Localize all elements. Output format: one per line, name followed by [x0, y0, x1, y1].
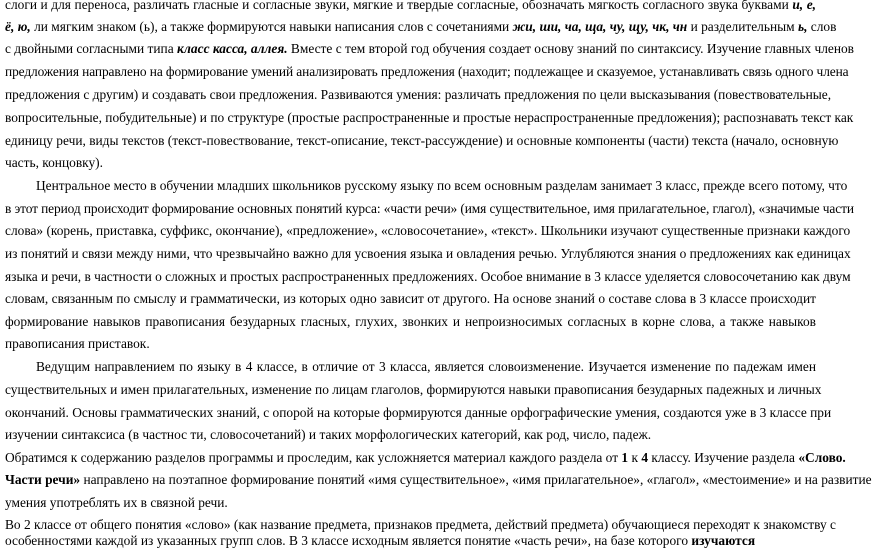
text-run: Вместе с тем второй год обучения создает основу знаний по синтаксису. Изучение главных членов	[287, 41, 855, 56]
p1-line-8: часть, концовку).	[5, 155, 103, 170]
bold-run: «Слово.	[798, 450, 846, 465]
text-run: слоги и для переноса, различать гласные и согласные звуки, мягкие и твердые согласные, обозначать мягкость согласного звука буквами	[5, 0, 793, 12]
p1-line-6: вопросительные, побудительные) и по структуре (простые распространенные и простые нераспространенные предложения); распознавать текст как	[5, 110, 854, 125]
text-run: ли мягким знаком (ь), а также формируются навыки написания слов с сочетаниями	[30, 19, 513, 34]
p2-line-8: правописания приставок.	[5, 336, 150, 351]
text-run: особенностями каждой из указанных групп слов. В 3 классе исходным является понятие «часть речи», на базе которого	[5, 533, 692, 548]
bold-italic-run: класс касса, аллея.	[177, 41, 288, 56]
p4-line-3: умения употреблять их в связной речи.	[5, 495, 228, 510]
p5-line-2	[5, 532, 816, 550]
bold-run: 1	[621, 450, 629, 465]
bold-italic-run: ё, ю,	[5, 19, 31, 34]
p2-line-4: из понятий и связи между ними, что чрезвычайно важно для усвоения языка и овладения речью. Углубляются знания о предложениях как единицах	[5, 246, 851, 261]
text-run: и разделительным	[687, 19, 798, 34]
p1-line-1	[5, 0, 816, 14]
p2-line-3: слова» (корень, приставка, суффикс, окончание), «предложение», «словосочетание», «текст». Школьники изучают существенные признаки каждого	[5, 223, 851, 238]
p1-line-7: единицу речи, виды текстов (текст-повествование, текст-описание, текст-рассуждение) и основные компоненты (части) текста (начало, основную	[5, 133, 839, 148]
p2-line-6: словам, связанным по смыслу и грамматически, из которых одно зависит от другого. На основе знаний о составе слова в 3 классе происходит	[5, 291, 816, 306]
p2-line-1: Центральное место в обучении младших школьников русскому языку по всем основным разделам занимает 3 класс, прежде всего потому, что	[36, 178, 848, 193]
p1-line-3	[5, 40, 855, 58]
bold-italic-run: и, е,	[792, 0, 816, 12]
p2-line-2: в этот период происходит формирование основных понятий курса: «части речи» (имя существительное, имя прилагательное, глагол), «значимые части	[5, 201, 854, 216]
text-run: к	[628, 450, 642, 465]
p2-line-7: формирование навыков правописания безударных гласных, глухих, звонких и непроизносимых согласных в корне слова, а также навыков	[5, 314, 816, 329]
text-run: слов	[807, 19, 837, 34]
p3-line-1: Ведущим направлением по языку в 4 классе, в отличие от 3 класса, является словоизменение. Изучается изменение по падежам имен	[36, 359, 816, 374]
p4-line-2	[5, 471, 872, 489]
p5-line-1: Во 2 классе от общего понятия «слово» (как название предмета, признаков предмета, действий предмета) обучающиеся переходят к знакомству с	[5, 517, 836, 532]
p1-line-5: предложения с другим) и создавать свои предложения. Развиваются умения: различать предложения по цели высказывания (повествовательные,	[5, 87, 832, 102]
p4-line-1	[5, 449, 846, 467]
p3-line-4: изучении синтаксиса (в частнос ти, словосочетаний) и таких морфологических категорий, как род, число, падеж.	[5, 427, 652, 442]
bold-italic-run: жи, ши, ча, ща, чу, щу, чк, чн	[512, 19, 688, 34]
text-run: направлено на поэтапное формирование понятий «имя существительное», «имя прилагательное», «глагол», «местоимение» и на развитие	[80, 472, 872, 487]
p3-line-3: окончаний. Основы грамматических знаний, с опорой на которые формируются данные орфографические умения, создаются уже в 3 классе при	[5, 405, 832, 420]
bold-run: 4	[641, 450, 649, 465]
text-run: Обратимся к содержанию разделов программы и проследим, как усложняется материал каждого раздела от	[5, 450, 622, 465]
text-run: классу. Изучение раздела	[648, 450, 799, 465]
bold-run: Части речи»	[5, 472, 81, 487]
p3-line-2: существительных и имен прилагательных, изменение по лицам глаголов, формируются навыки правописания безударных падежных и личных	[5, 382, 822, 397]
p1-line-2	[5, 18, 837, 36]
bold-run: изучаются	[691, 533, 756, 548]
bold-italic-run: ь,	[797, 19, 808, 34]
text-run: с двойными согласными типа	[5, 41, 177, 56]
p1-line-4: предложения направлено на формирование умений анализировать предложения (находит; подлежащее и сказуемое, устанавливать связь одного члена	[5, 64, 849, 79]
p2-line-5: языка и речи, в частности о сложных и простых распространенных предложениях. Особое внимание в 3 классе уделяется словосочетанию как двум	[5, 269, 851, 284]
